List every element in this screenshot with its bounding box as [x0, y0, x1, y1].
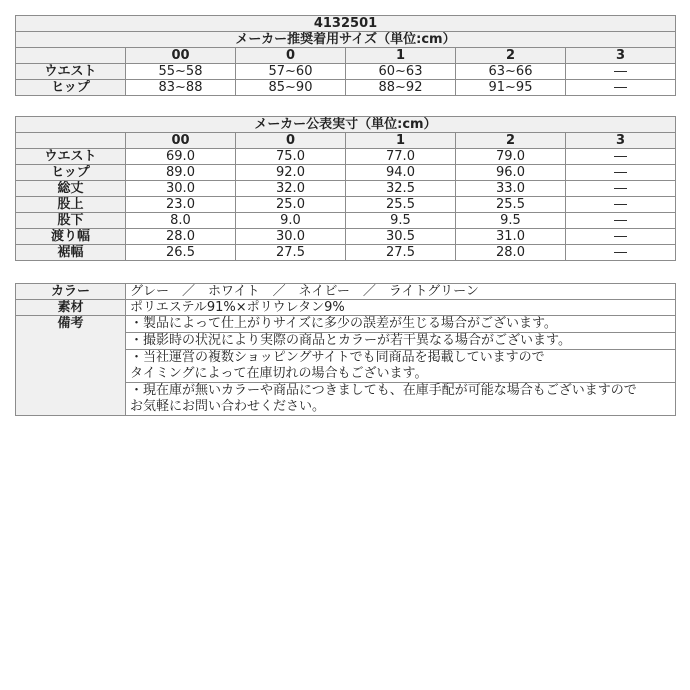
cell: ― — [566, 80, 676, 96]
size-header: 3 — [566, 133, 676, 149]
cell: 32.5 — [346, 181, 456, 197]
cell: 69.0 — [126, 149, 236, 165]
cell: 55~58 — [126, 64, 236, 80]
note-item: ・現在庫が無いカラーや商品につきましても、在庫手配が可能な場合もございますので お気軽にお問い合わせください。 — [126, 383, 676, 416]
actual-size-title: メーカー公表実寸（単位:cm） — [16, 117, 676, 133]
cell: 30.5 — [346, 229, 456, 245]
cell: 89.0 — [126, 165, 236, 181]
table-row — [16, 245, 676, 261]
cell: 23.0 — [126, 197, 236, 213]
cell: 33.0 — [456, 181, 566, 197]
material-label: 素材 — [16, 300, 126, 316]
table-row — [16, 213, 676, 229]
cell: 30.0 — [236, 229, 346, 245]
corner-cell — [16, 133, 126, 149]
row-label: ウエスト — [16, 64, 126, 80]
table-row — [16, 181, 676, 197]
cell: 60~63 — [346, 64, 456, 80]
size-header: 2 — [456, 133, 566, 149]
row-label: 股下 — [16, 213, 126, 229]
cell: 27.5 — [236, 245, 346, 261]
corner-cell — [16, 48, 126, 64]
product-code: 4132501 — [16, 16, 676, 32]
note-item: ・製品によって仕上がりサイズに多少の誤差が生じる場合がございます。 — [126, 316, 676, 333]
cell: 28.0 — [126, 229, 236, 245]
cell: 96.0 — [456, 165, 566, 181]
cell: 75.0 — [236, 149, 346, 165]
cell: 83~88 — [126, 80, 236, 96]
row-label: 総丈 — [16, 181, 126, 197]
note-item: ・当社運営の複数ショッピングサイトでも同商品を掲載していますので タイミングによって在庫切れの場合もございます。 — [126, 350, 676, 383]
notes-label: 備考 — [16, 316, 126, 416]
material-value: ポリエステル91%×ポリウレタン9% — [126, 300, 676, 316]
cell: ― — [566, 149, 676, 165]
cell: ― — [566, 64, 676, 80]
table-row — [16, 64, 676, 80]
table-row — [16, 149, 676, 165]
row-label: 裾幅 — [16, 245, 126, 261]
row-label: 渡り幅 — [16, 229, 126, 245]
cell: 31.0 — [456, 229, 566, 245]
table-row — [16, 197, 676, 213]
size-header: 2 — [456, 48, 566, 64]
recommended-size-table — [15, 15, 676, 96]
cell: 94.0 — [346, 165, 456, 181]
cell: 25.5 — [346, 197, 456, 213]
row-label: ヒップ — [16, 80, 126, 96]
cell: 88~92 — [346, 80, 456, 96]
size-header-row — [16, 48, 676, 64]
cell: 63~66 — [456, 64, 566, 80]
note-item: ・撮影時の状況により実際の商品とカラーが若干異なる場合がございます。 — [126, 333, 676, 350]
cell: ― — [566, 181, 676, 197]
cell: 32.0 — [236, 181, 346, 197]
recommended-size-title: メーカー推奨着用サイズ（単位:cm） — [16, 32, 676, 48]
cell: ― — [566, 229, 676, 245]
cell: 92.0 — [236, 165, 346, 181]
cell: 25.0 — [236, 197, 346, 213]
cell: 91~95 — [456, 80, 566, 96]
material-row — [16, 300, 676, 316]
cell: 27.5 — [346, 245, 456, 261]
table-row — [16, 80, 676, 96]
size-header-row — [16, 133, 676, 149]
table-row — [16, 229, 676, 245]
size-header: 00 — [126, 133, 236, 149]
cell: 85~90 — [236, 80, 346, 96]
cell: ― — [566, 165, 676, 181]
cell: ― — [566, 245, 676, 261]
cell: 26.5 — [126, 245, 236, 261]
cell: ― — [566, 197, 676, 213]
actual-size-table — [15, 116, 676, 261]
product-info-table — [15, 283, 676, 416]
size-header: 00 — [126, 48, 236, 64]
cell: 25.5 — [456, 197, 566, 213]
color-row — [16, 284, 676, 300]
row-label: ヒップ — [16, 165, 126, 181]
size-header: 0 — [236, 133, 346, 149]
cell: 28.0 — [456, 245, 566, 261]
cell: 9.5 — [346, 213, 456, 229]
cell: 9.5 — [456, 213, 566, 229]
cell: 8.0 — [126, 213, 236, 229]
color-label: カラー — [16, 284, 126, 300]
size-header: 1 — [346, 133, 456, 149]
row-label: 股上 — [16, 197, 126, 213]
row-label: ウエスト — [16, 149, 126, 165]
notes-row — [16, 316, 676, 333]
cell: 30.0 — [126, 181, 236, 197]
cell: 79.0 — [456, 149, 566, 165]
table-row — [16, 165, 676, 181]
cell: ― — [566, 213, 676, 229]
color-value: グレー ／ ホワイト ／ ネイビー ／ ライトグリーン — [126, 284, 676, 300]
size-header: 3 — [566, 48, 676, 64]
cell: 9.0 — [236, 213, 346, 229]
size-header: 0 — [236, 48, 346, 64]
cell: 77.0 — [346, 149, 456, 165]
size-header: 1 — [346, 48, 456, 64]
cell: 57~60 — [236, 64, 346, 80]
